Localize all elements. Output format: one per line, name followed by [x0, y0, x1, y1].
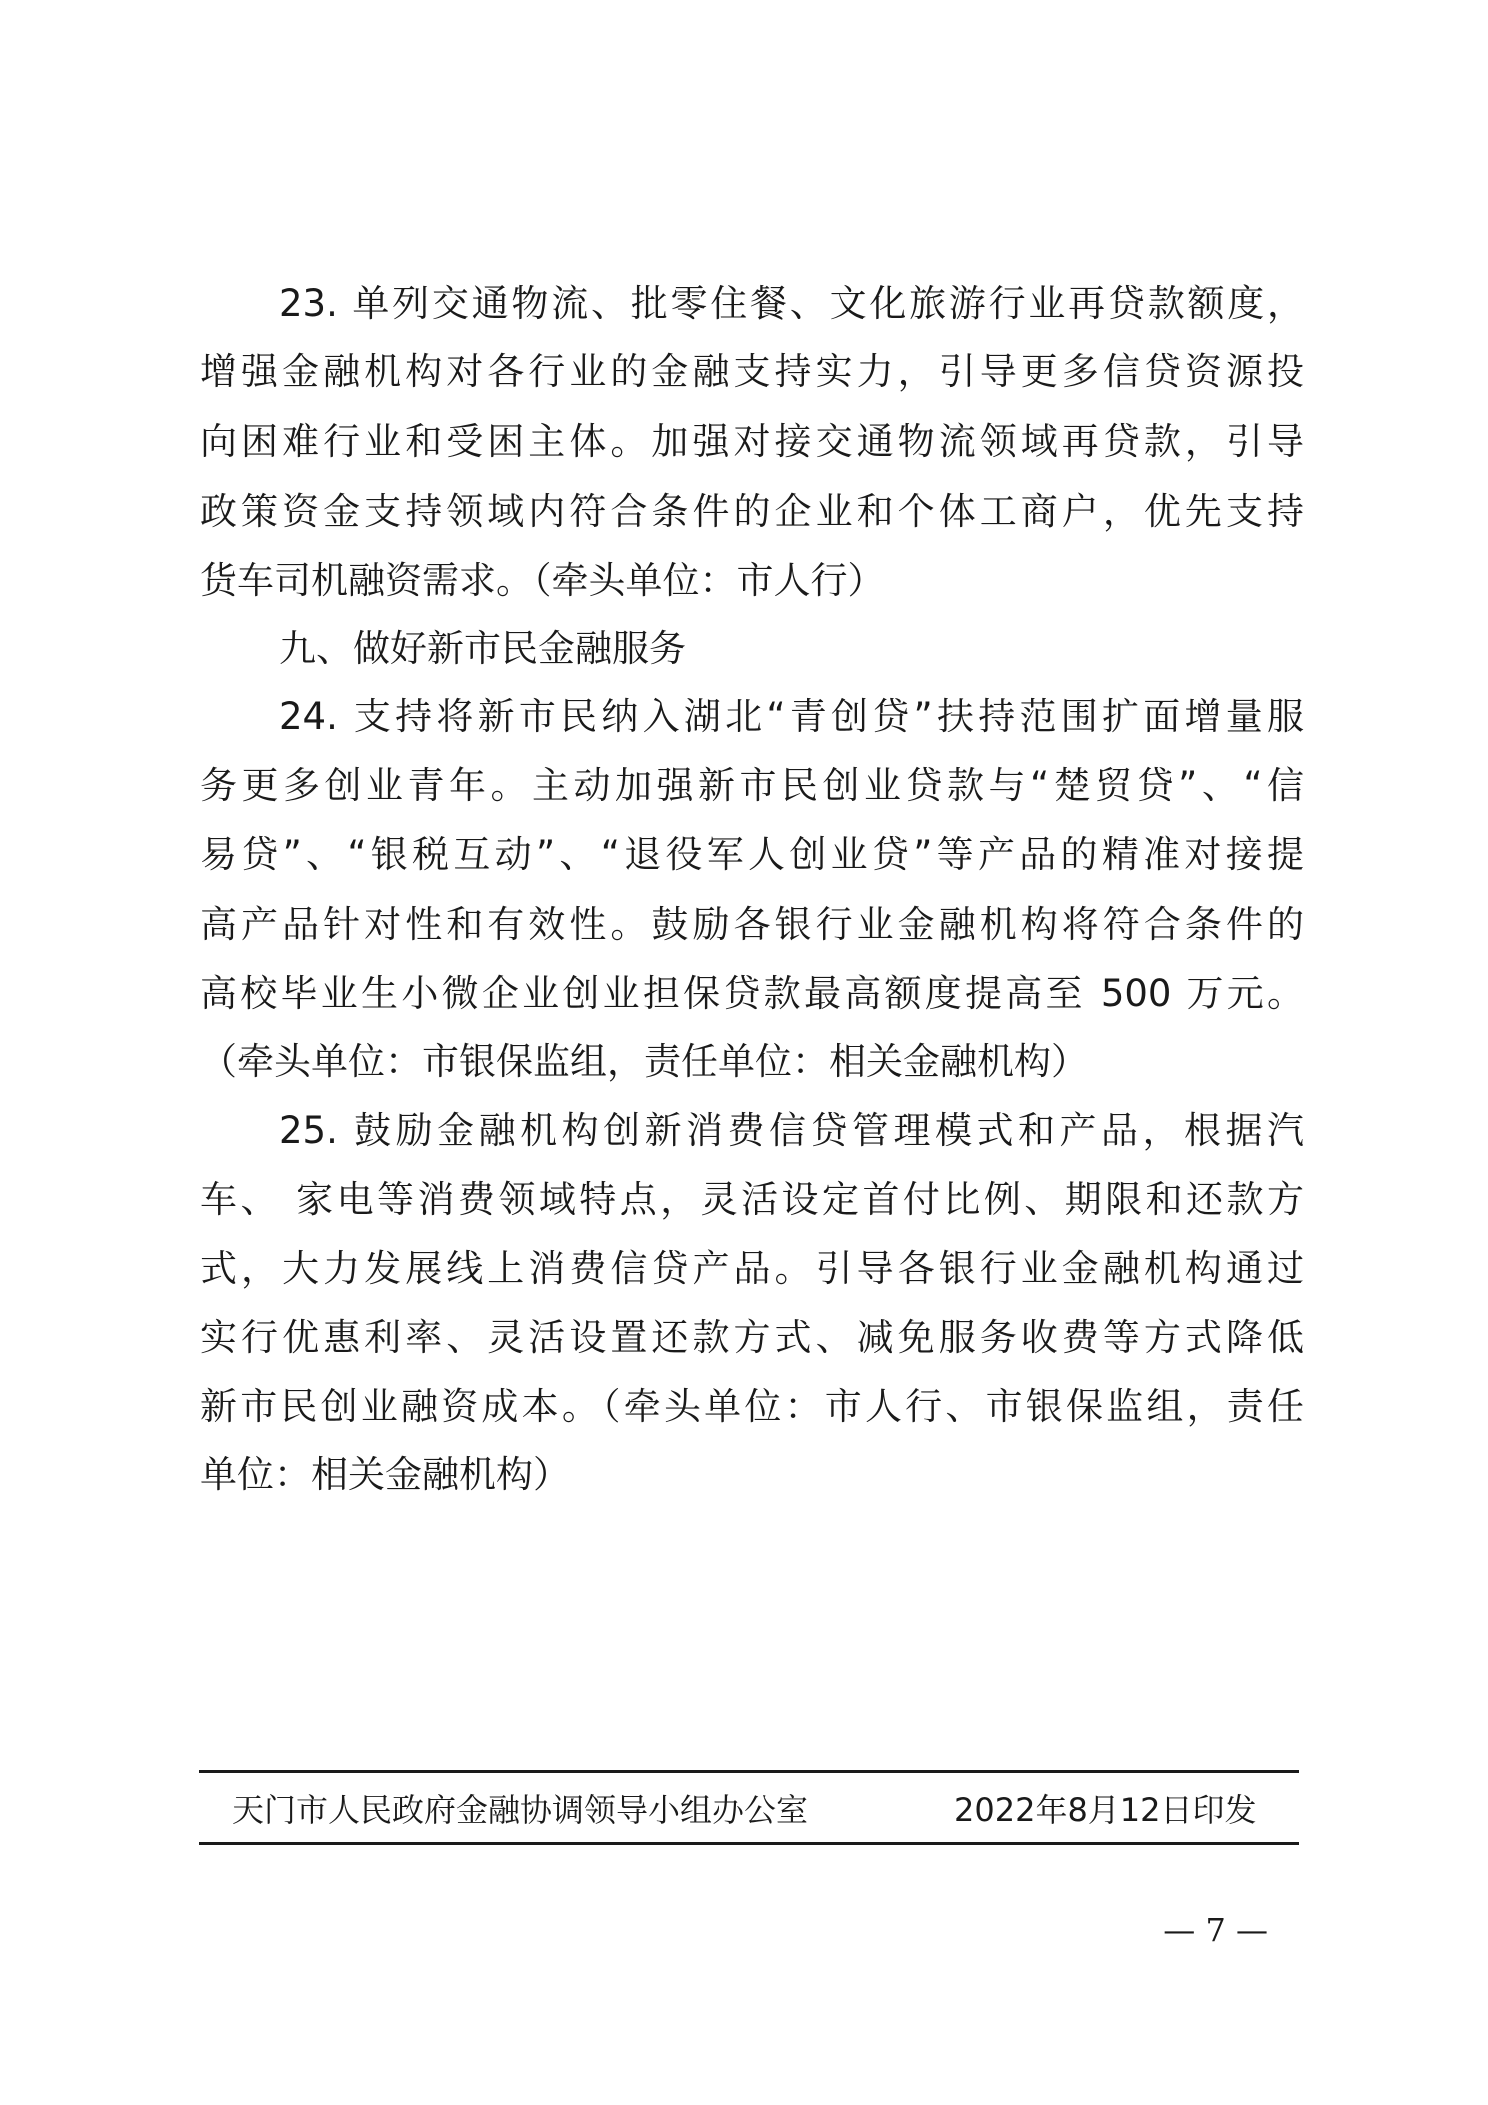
section-heading-9: 九、做好新市民金融服务	[279, 627, 686, 670]
paragraph-24-line-3: 易贷”、“银税互动”、“退役军人创业贷”等产品的精准对接提	[200, 833, 1304, 876]
paragraph-25-line-6: 单位：相关金融机构）	[200, 1453, 570, 1496]
paragraph-23-line-4: 政策资金支持领域内符合条件的企业和个体工商户，优先支持	[200, 490, 1304, 533]
footer-bottom-rule	[199, 1842, 1299, 1845]
paragraph-23-line-2: 增强金融机构对各行业的金融支持实力，引导更多信贷资源投	[200, 350, 1304, 393]
footer-issue-date: 2022年8月12日印发	[954, 1791, 1257, 1829]
paragraph-24-line-1: 24. 支持将新市民纳入湖北“青创贷”扶持范围扩面增量服	[279, 695, 1304, 738]
paragraph-23-line-3: 向困难行业和受困主体。加强对接交通物流领域再贷款，引导	[200, 420, 1304, 463]
paragraph-24-line-5: 高校毕业生小微企业创业担保贷款最高额度提高至 500 万元。	[200, 972, 1304, 1015]
paragraph-24-line-6: （牵头单位：市银保监组，责任单位：相关金融机构）	[200, 1040, 1088, 1083]
footer-top-rule	[199, 1770, 1299, 1773]
paragraph-25-line-4: 实行优惠利率、灵活设置还款方式、减免服务收费等方式降低	[200, 1316, 1304, 1359]
paragraph-23-line-5: 货车司机融资需求。（牵头单位：市人行）	[200, 559, 885, 602]
paragraph-25-line-3: 式，大力发展线上消费信贷产品。引导各银行业金融机构通过	[200, 1247, 1304, 1290]
page-number: — 7 —	[1163, 1911, 1268, 1949]
paragraph-25-line-2: 车、 家电等消费领域特点，灵活设定首付比例、期限和还款方	[200, 1178, 1304, 1221]
paragraph-24-line-2: 务更多创业青年。主动加强新市民创业贷款与“楚贸贷”、“信	[200, 764, 1304, 807]
paragraph-24-line-4: 高产品针对性和有效性。鼓励各银行业金融机构将符合条件的	[200, 903, 1304, 946]
paragraph-23-line-1: 23. 单列交通物流、批零住餐、文化旅游行业再贷款额度，	[279, 282, 1304, 325]
paragraph-25-line-5: 新市民创业融资成本。（牵头单位：市人行、市银保监组，责任	[200, 1385, 1304, 1428]
paragraph-25-line-1: 25. 鼓励金融机构创新消费信贷管理模式和产品，根据汽	[279, 1109, 1304, 1152]
footer-issuer: 天门市人民政府金融协调领导小组办公室	[232, 1791, 809, 1829]
